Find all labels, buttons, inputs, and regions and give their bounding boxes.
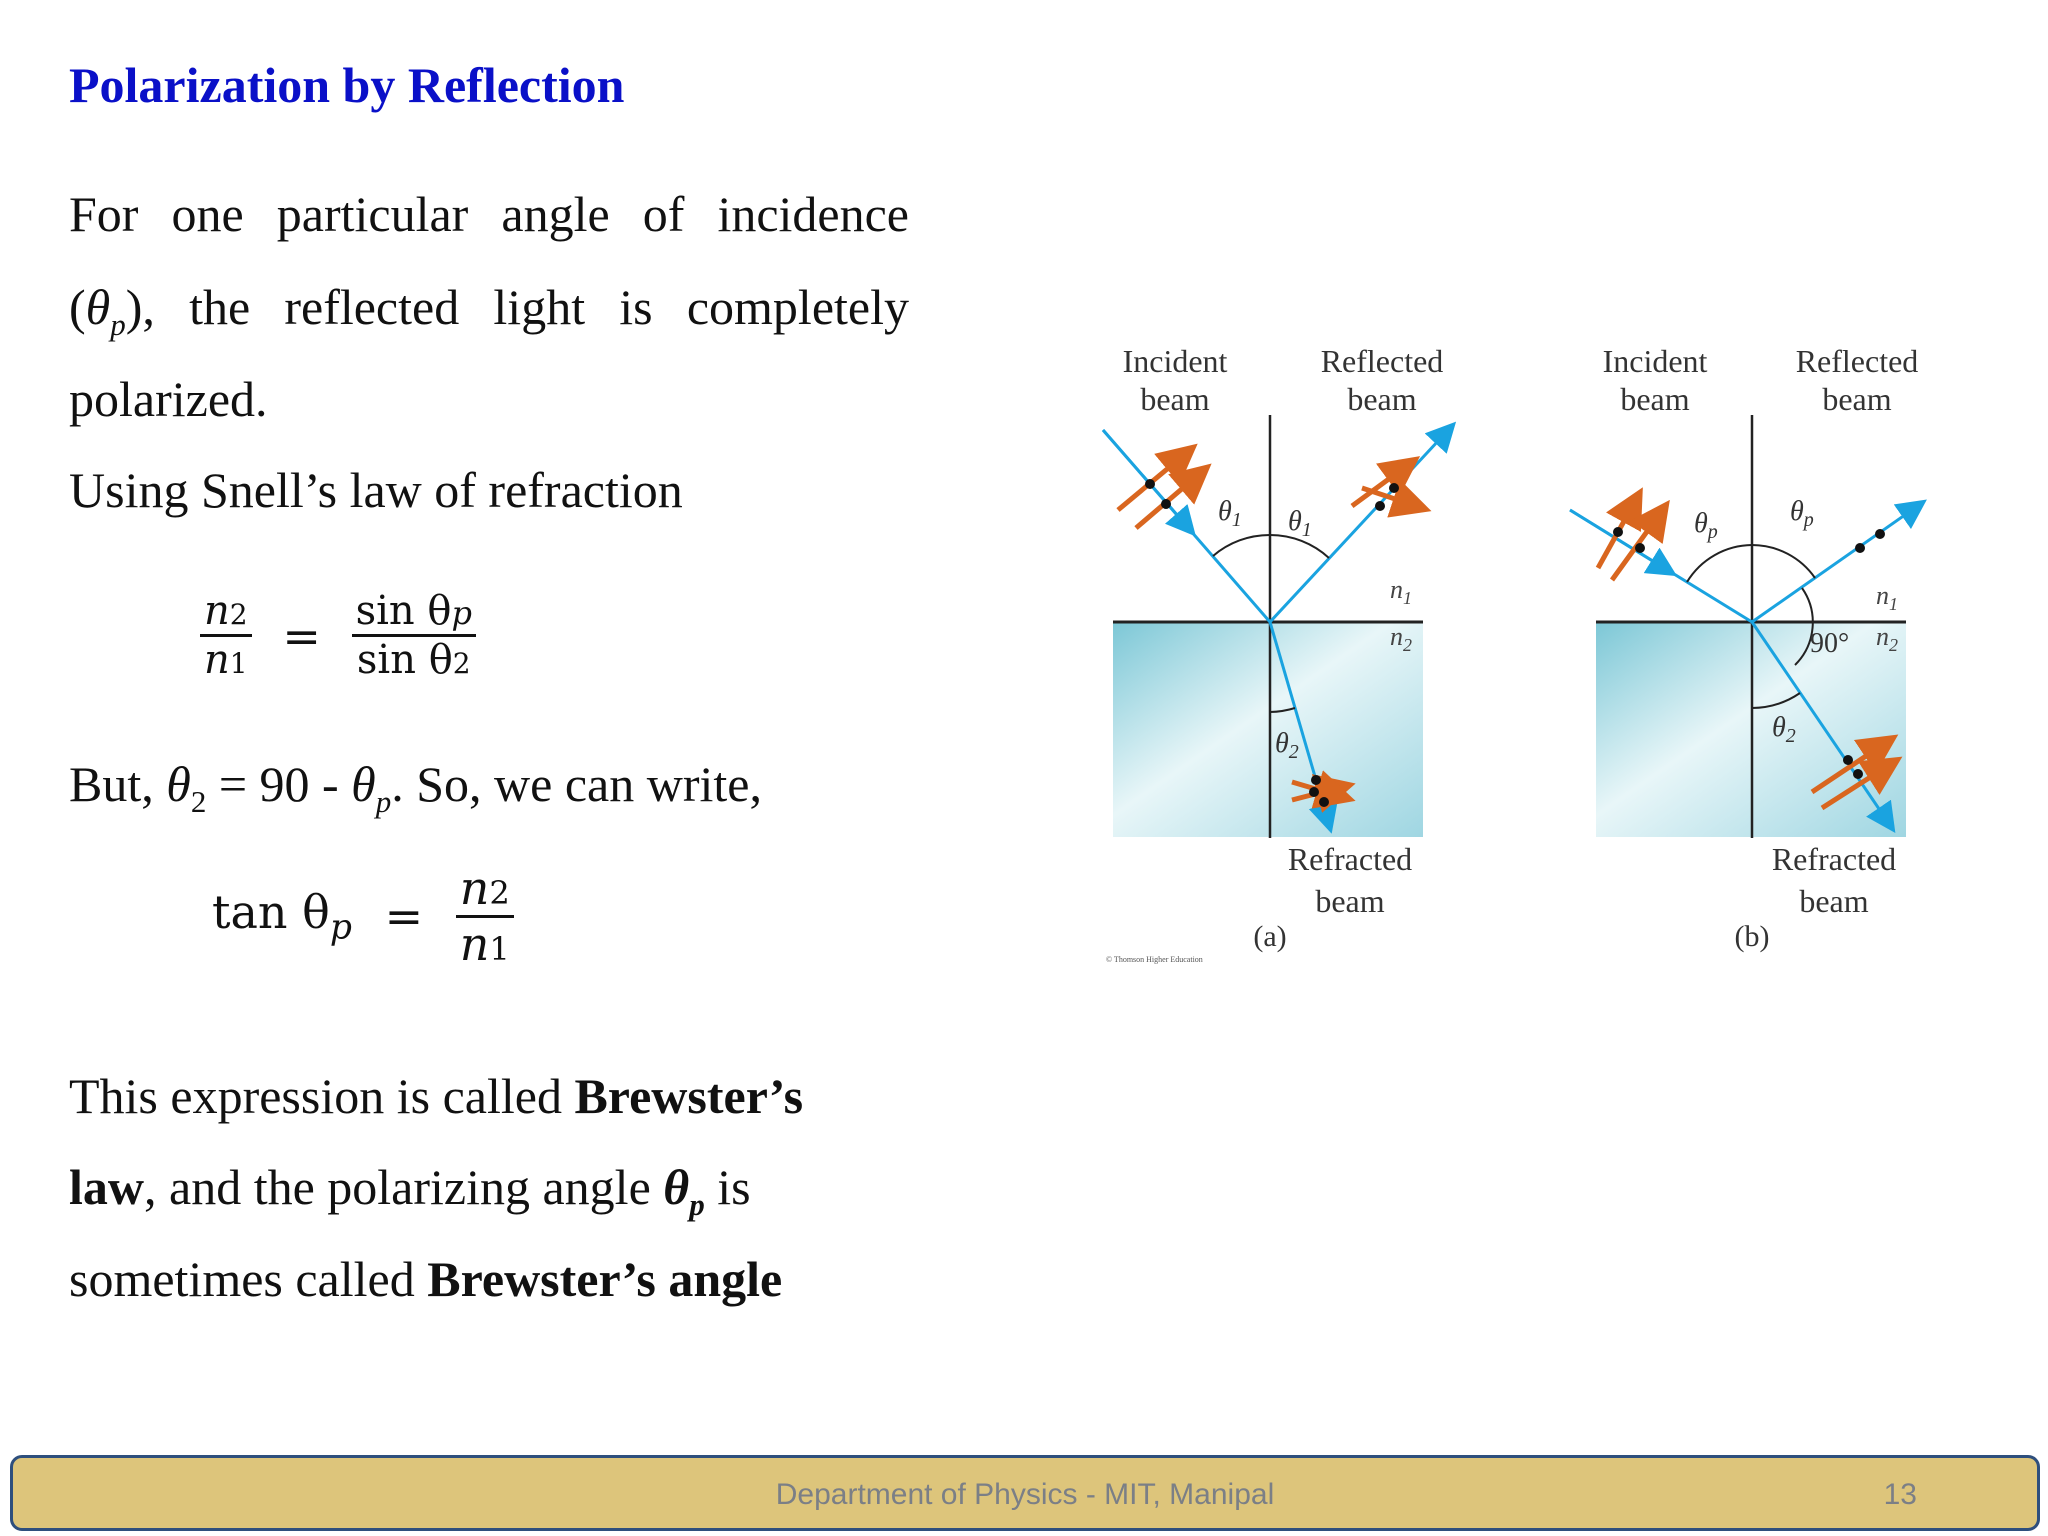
angle-arc-b-reflected	[1752, 545, 1815, 578]
angle-arc-a-incident	[1213, 535, 1270, 556]
label-a-theta2: $\theta_2$	[1275, 728, 1299, 763]
eq2-n2: n	[459, 861, 490, 915]
footer-department: Department of Physics - MIT, Manipal	[775, 1478, 1275, 1511]
para2-l2c: is	[704, 1159, 751, 1215]
eq1-n2-sub: 2	[229, 598, 248, 631]
label-b-90deg: 90°	[1810, 628, 1850, 659]
label-a-refracted-1: Refracted	[1287, 841, 1413, 877]
glass-a	[1113, 622, 1423, 837]
eq1-n2: n	[204, 588, 230, 634]
para2-l1a: This expression is called	[69, 1068, 575, 1124]
para1-line2-text: ), the reflected light is completely	[125, 279, 909, 335]
eq2-n1-sub: 1	[489, 929, 510, 968]
theta-symbol: θ	[85, 279, 111, 335]
para1-line1-text: For one particular angle of incidence	[69, 186, 909, 242]
eq2-tan: tan θ	[212, 885, 330, 940]
caption-b: (b)	[1734, 920, 1770, 953]
eq1-sin-t2: sin θ	[356, 637, 453, 683]
but-pre: But,	[69, 756, 167, 812]
angle-arc-b-incident	[1687, 545, 1752, 582]
label-b-incident-2: beam	[1620, 381, 1690, 417]
eq1-sin-tp: sin θ	[355, 588, 452, 634]
label-b-thetap-left: $\theta_p$	[1694, 508, 1718, 543]
label-b-theta2: $\theta_2$	[1772, 712, 1796, 747]
label-a-reflected-2: beam	[1347, 381, 1417, 417]
but-theta: θ	[166, 756, 191, 812]
para2-l2b: , and the polarizing angle	[144, 1159, 664, 1215]
panel-b	[1570, 343, 1922, 953]
label-a-refracted-2: beam	[1315, 883, 1385, 919]
caption-a: (a)	[1253, 920, 1287, 953]
label-a-n2: $n_2$	[1390, 622, 1412, 655]
para1-line3: polarized.	[69, 371, 268, 427]
label-a-theta1-left: $\theta_1$	[1218, 496, 1242, 531]
label-a-incident-1: Incident	[1122, 343, 1228, 379]
but-theta-sub: 2	[190, 783, 207, 819]
eq2-n1: n	[459, 916, 490, 971]
label-b-reflected-1: Reflected	[1795, 343, 1919, 379]
eq2-tan-sub: p	[329, 907, 352, 948]
eq2-equals: =	[384, 889, 424, 944]
label-b-reflected-2: beam	[1822, 381, 1892, 417]
page-number: 13	[1883, 1478, 1917, 1511]
footer-bar	[10, 1455, 2040, 1531]
but-theta-p: θ	[351, 756, 376, 812]
para2-brewster-angle: Brewster’s angle	[427, 1251, 783, 1307]
para2-law: law	[69, 1159, 144, 1215]
label-b-refracted-1: Refracted	[1771, 841, 1897, 877]
paren-open: (	[69, 279, 86, 335]
angle-arc-a-reflected	[1270, 535, 1329, 558]
eq1-n1: n	[204, 637, 230, 683]
slide-title: Polarization by Reflection	[69, 57, 625, 113]
but-post: . So, we can write,	[391, 756, 762, 812]
label-a-theta1-right: $\theta_1$	[1288, 506, 1312, 541]
eq1-equals: =	[282, 608, 321, 663]
label-b-n2: $n_2$	[1876, 622, 1898, 655]
label-a-n1: $n_1$	[1390, 575, 1412, 608]
label-b-n1: $n_1$	[1876, 581, 1898, 614]
para2-brewsters: Brewster’s	[574, 1068, 804, 1124]
para2-theta-sub: p	[689, 1186, 705, 1222]
but-theta-p-sub: p	[375, 783, 392, 819]
label-a-reflected-1: Reflected	[1320, 343, 1444, 379]
eq1-sin-t2-sub: 2	[452, 647, 471, 680]
theta-subscript: p	[110, 306, 126, 342]
label-b-thetap-right: $\theta_p$	[1790, 496, 1814, 531]
label-a-incident-2: beam	[1140, 381, 1210, 417]
snell-line: Using Snell’s law of refraction	[69, 462, 683, 518]
panel-a	[1103, 343, 1452, 964]
eq2-n2-sub: 2	[489, 874, 510, 912]
credit-a: © Thomson Higher Education	[1106, 955, 1203, 964]
para2-l3a: sometimes called	[69, 1251, 428, 1307]
but-mid: = 90 -	[206, 756, 352, 812]
eq1-sin-tp-sub: p	[451, 594, 472, 632]
para2-theta: θ	[663, 1159, 690, 1215]
label-b-refracted-2: beam	[1799, 883, 1869, 919]
label-b-incident-1: Incident	[1602, 343, 1708, 379]
eq1-n1-sub: 1	[229, 647, 248, 680]
